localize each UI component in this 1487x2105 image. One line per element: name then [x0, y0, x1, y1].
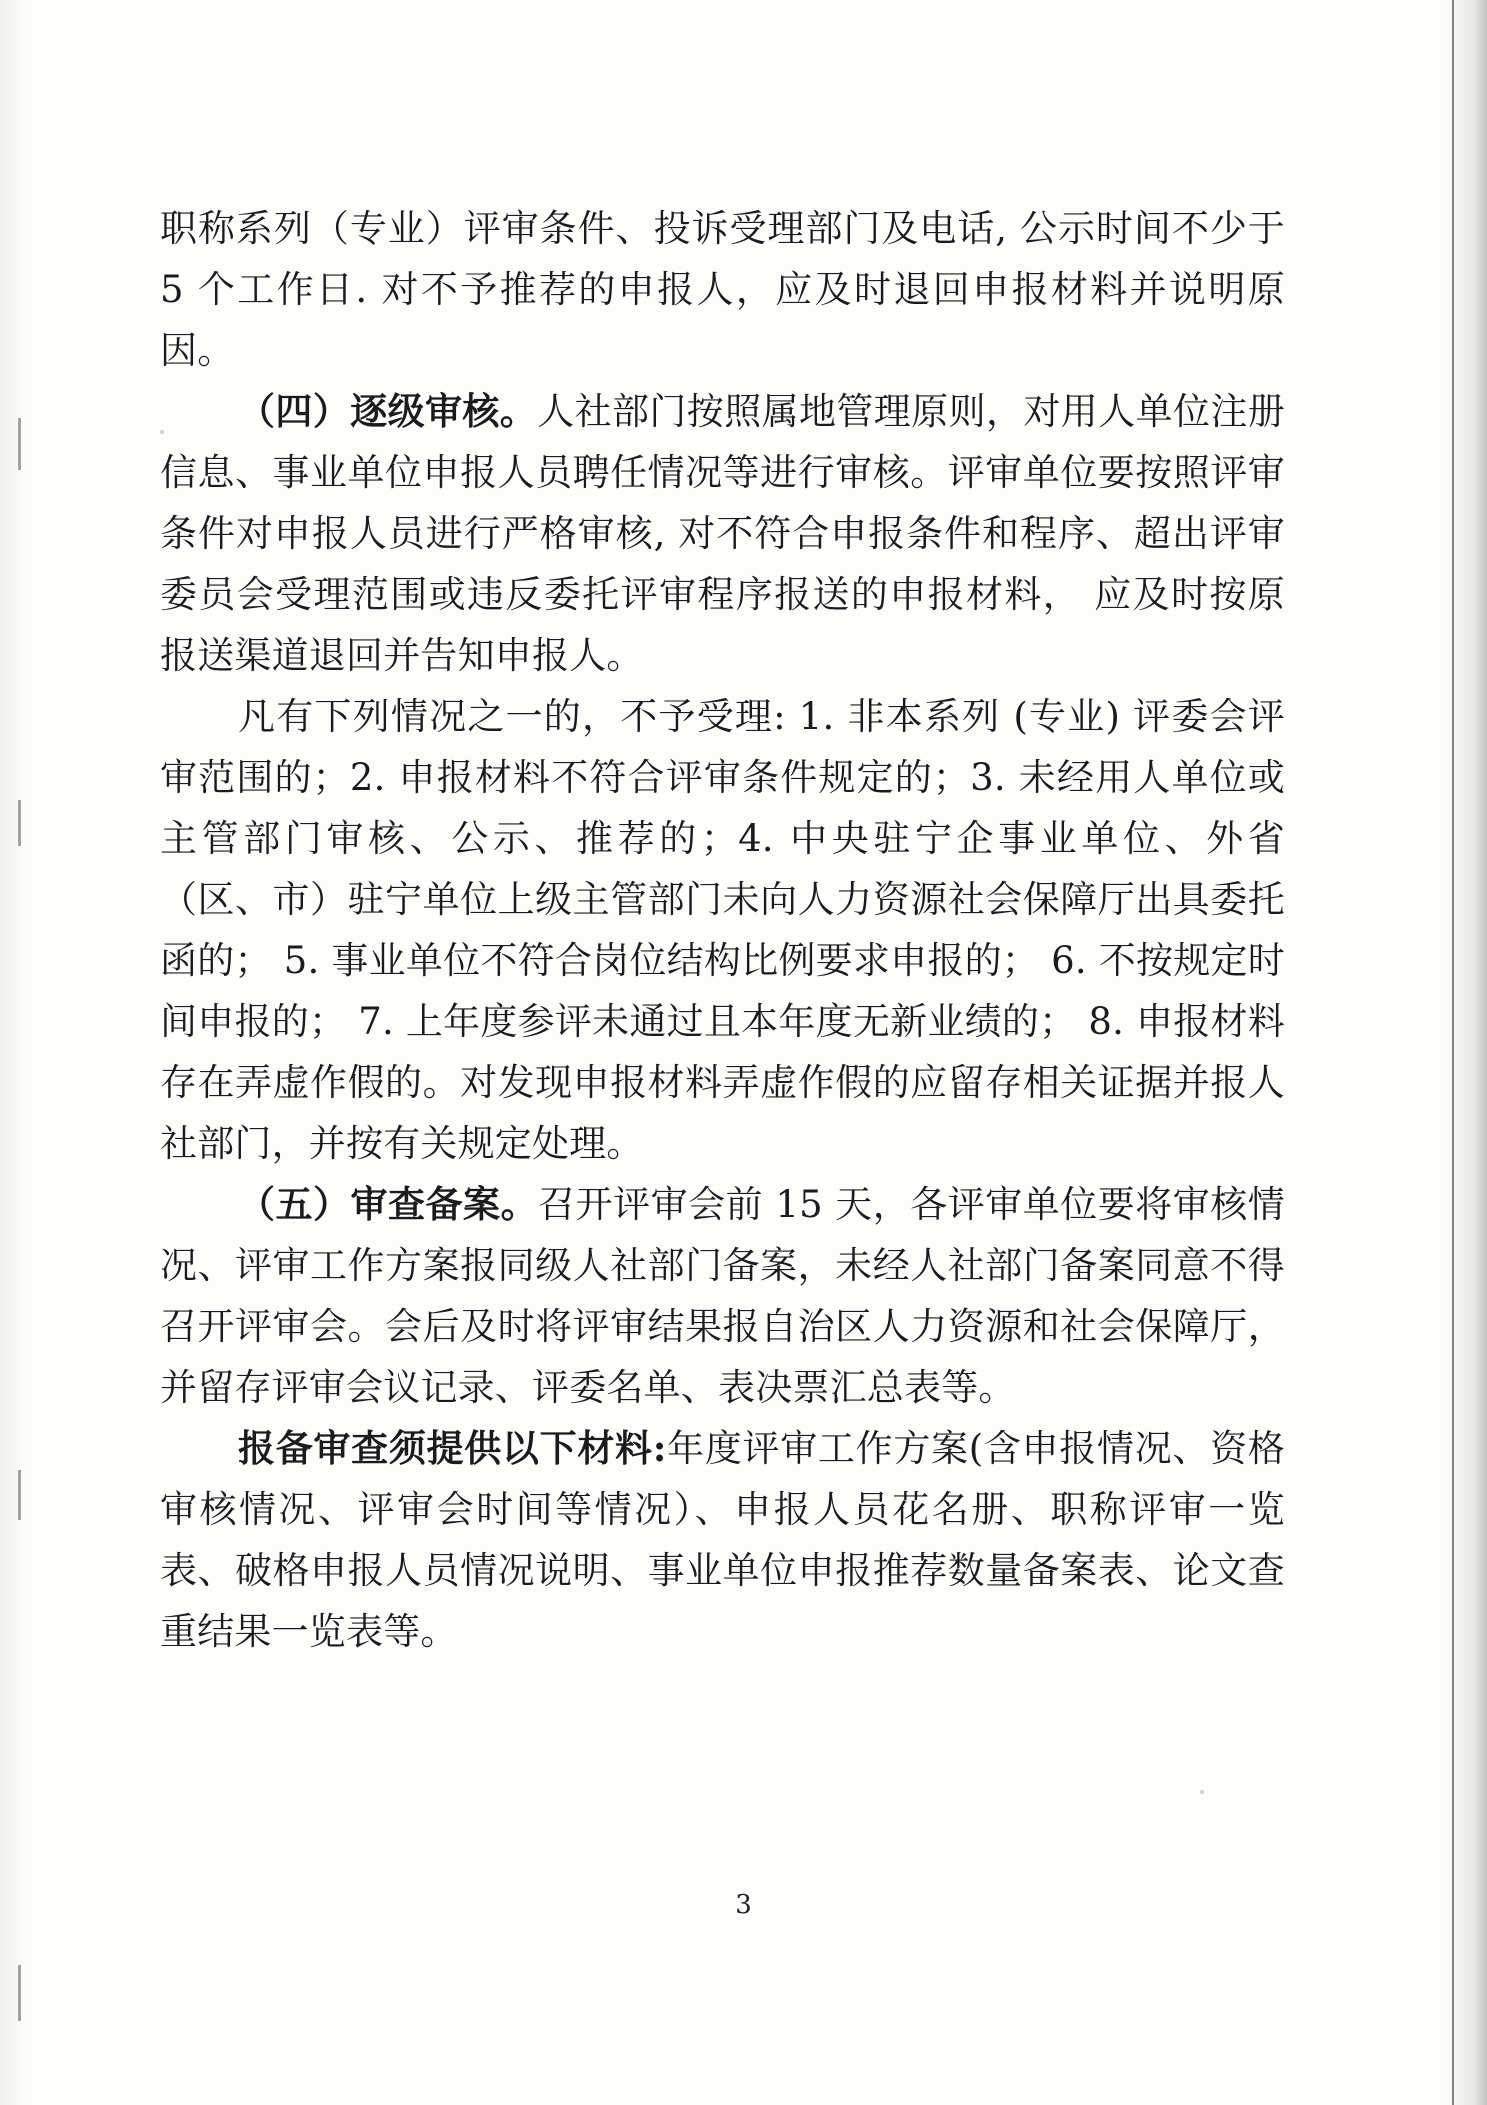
required-materials-heading: 报备审查须提供以下材料:	[238, 1426, 667, 1470]
page-number: 3	[735, 1890, 752, 1920]
margin-tick	[18, 418, 21, 470]
required-materials-text: 年度评审工作方案(含申报情况、资格审核情况、评审会时间等情况）、申报人员花名册、职称评审一览表、破格申报人员情况说明、事业单位申报推荐数量备案表、论文查重结果一览表等。	[160, 1427, 1286, 1653]
paragraph-section-four	[160, 381, 1285, 686]
margin-tick	[18, 1470, 21, 1520]
paragraph-not-accepted: 凡有下列情况之一的，不予受理: 1. 非本系列 (专业) 评委会评审范围的；2. 申报材料不符合评审条件规定的；3. 未经用人单位或主管部门审核、公示、推荐的；4. 中央驻宁企事业单位、外省（区、市）驻宁单位上级主管部门未向人力资源社会保障厅出具委托函的； 5. 事业单位不符合岗位结构比例要求申报的； 6. 不按规定时间申报的； 7. 上年度参评未通过且本年度无新业绩的； 8. 申报材料存在弄虚作假的。对发现申报材料弄虚作假的应留存相关证据并报人社部门，并按有关规定处理。	[160, 695, 1285, 1165]
section-four-heading: （四）逐级审核。	[238, 389, 538, 433]
paragraph-required-materials	[160, 1418, 1285, 1662]
page-border-line	[1452, 0, 1454, 2105]
margin-tick	[18, 1965, 21, 2021]
scan-speck	[1200, 1790, 1204, 1794]
section-five-heading: （五）审查备案。	[238, 1182, 539, 1226]
document-body	[160, 198, 1285, 1662]
paragraph-section-five	[160, 1174, 1285, 1418]
scan-edge-left	[0, 0, 26, 2105]
section-five-text: 召开评审会前 15 天，各评审单位要将审核情况、评审工作方案报同级人社部门备案，未经人社部门备案同意不得召开评审会。会后及时将评审结果报自治区人力资源和社会保障厅，并留存评审会议记录、评委名单、表决票汇总表等。	[160, 1183, 1285, 1409]
section-four-text: 人社部门按照属地管理原则，对用人单位注册信息、事业单位申报人员聘任情况等进行审核。评审单位要按照评审条件对申报人员进行严格审核, 对不符合申报条件和程序、超出评审委员会受理范围或违反委托评审程序报送的申报材料， 应及时按原报送渠道退回并告知申报人。	[160, 390, 1285, 677]
margin-tick	[18, 800, 21, 846]
paragraph-continuation: 职称系列（专业）评审条件、投诉受理部门及电话, 公示时间不少于 5 个工作日. 对不予推荐的申报人，应及时退回申报材料并说明原因。	[160, 207, 1285, 372]
